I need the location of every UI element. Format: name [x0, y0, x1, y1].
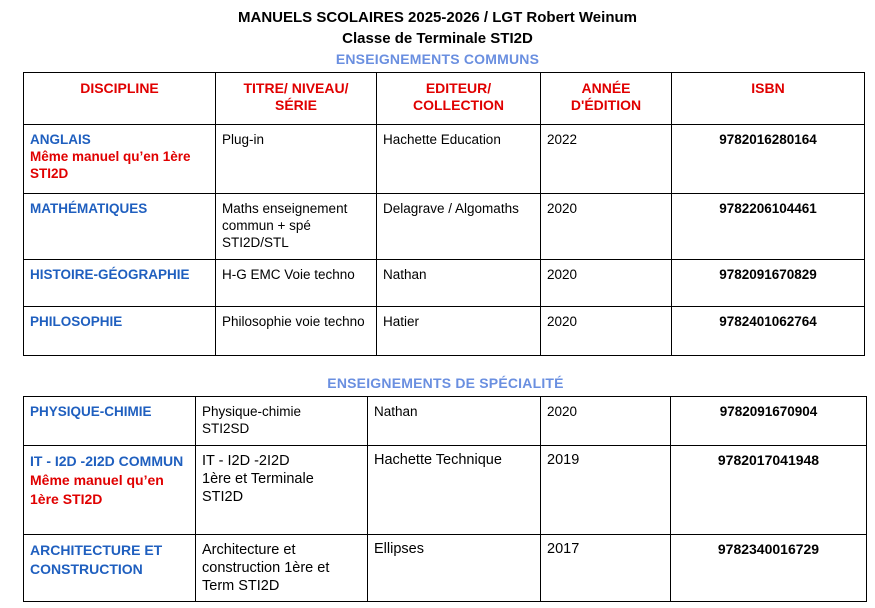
editeur-cell: Delagrave / Algomaths: [377, 194, 541, 260]
editeur-cell: Nathan: [368, 397, 541, 446]
table-row: [24, 125, 865, 194]
discipline-name: MATHÉMATIQUES: [30, 201, 148, 216]
titre-cell: Philosophie voie techno: [216, 307, 377, 356]
discipline-note: Même manuel qu’en 1ère STI2D: [30, 149, 191, 181]
col-header-annee: ANNÉE D'ÉDITION: [541, 73, 672, 125]
isbn-cell: 9782016280164: [672, 125, 865, 194]
section-heading-specialite: ENSEIGNEMENTS DE SPÉCIALITÉ: [327, 375, 564, 391]
annee-cell: 2020: [541, 397, 671, 446]
isbn-cell: 9782401062764: [672, 307, 865, 356]
isbn-cell: 9782091670829: [672, 260, 865, 307]
section-heading-communs: ENSEIGNEMENTS COMMUNS: [335, 51, 540, 67]
annee-cell: 2020: [541, 260, 672, 307]
discipline-cell: [24, 397, 196, 446]
discipline-name: PHYSIQUE-CHIMIE: [30, 404, 152, 419]
discipline-cell: [24, 125, 216, 194]
titre-cell: IT - I2D -2I2D 1ère et Terminale STI2D: [196, 446, 368, 535]
col-header-discipline: DISCIPLINE: [24, 73, 216, 125]
table-row: [24, 260, 865, 307]
annee-cell: 2020: [541, 194, 672, 260]
discipline-cell: [24, 535, 196, 602]
titre-cell: Architecture et construction 1ère et Term STI2D: [196, 535, 368, 602]
table-row: [24, 194, 865, 260]
table-specialite: [23, 396, 867, 602]
col-header-editeur: EDITEUR/ COLLECTION: [377, 73, 541, 125]
editeur-cell: Nathan: [377, 260, 541, 307]
editeur-cell: Hatier: [377, 307, 541, 356]
discipline-note: Même manuel qu’en 1ère STI2D: [30, 472, 164, 507]
table-row: [24, 397, 867, 446]
titre-cell: Plug-in: [216, 125, 377, 194]
discipline-cell: [24, 446, 196, 535]
isbn-cell: 9782340016729: [671, 535, 867, 602]
discipline-name: ARCHITECTURE ET CONSTRUCTION: [30, 542, 163, 577]
annee-cell: 2019: [541, 446, 671, 535]
titre-cell: Physique-chimie STI2SD: [196, 397, 368, 446]
discipline-name: ANGLAIS: [30, 132, 91, 147]
titre-cell: H-G EMC Voie techno: [216, 260, 377, 307]
table-row: [24, 535, 867, 602]
discipline-cell: [24, 260, 216, 307]
table-header-row: [24, 73, 865, 125]
col-header-titre: TITRE/ NIVEAU/ SÉRIE: [216, 73, 377, 125]
class-subtitle: Classe de Terminale STI2D: [342, 30, 533, 47]
discipline-name: IT - I2D -2I2D COMMUN: [30, 453, 184, 469]
discipline-name: HISTOIRE-GÉOGRAPHIE: [30, 267, 190, 282]
discipline-name: PHILOSOPHIE: [30, 314, 123, 329]
annee-cell: 2017: [541, 535, 671, 602]
titre-cell: Maths enseignement commun + spé STI2D/STL: [216, 194, 377, 260]
editeur-cell: Hachette Education: [377, 125, 541, 194]
col-header-isbn: ISBN: [672, 73, 865, 125]
editeur-cell: Ellipses: [368, 535, 541, 602]
isbn-cell: 9782091670904: [671, 397, 867, 446]
table-row: [24, 307, 865, 356]
annee-cell: 2020: [541, 307, 672, 356]
discipline-cell: [24, 307, 216, 356]
page-title: MANUELS SCOLAIRES 2025-2026 / LGT Robert Weinum: [238, 9, 637, 26]
discipline-cell: [24, 194, 216, 260]
isbn-cell: 9782017041948: [671, 446, 867, 535]
table-communs: [23, 72, 865, 356]
isbn-cell: 9782206104461: [672, 194, 865, 260]
annee-cell: 2022: [541, 125, 672, 194]
editeur-cell: Hachette Technique: [368, 446, 541, 535]
table-row: [24, 446, 867, 535]
